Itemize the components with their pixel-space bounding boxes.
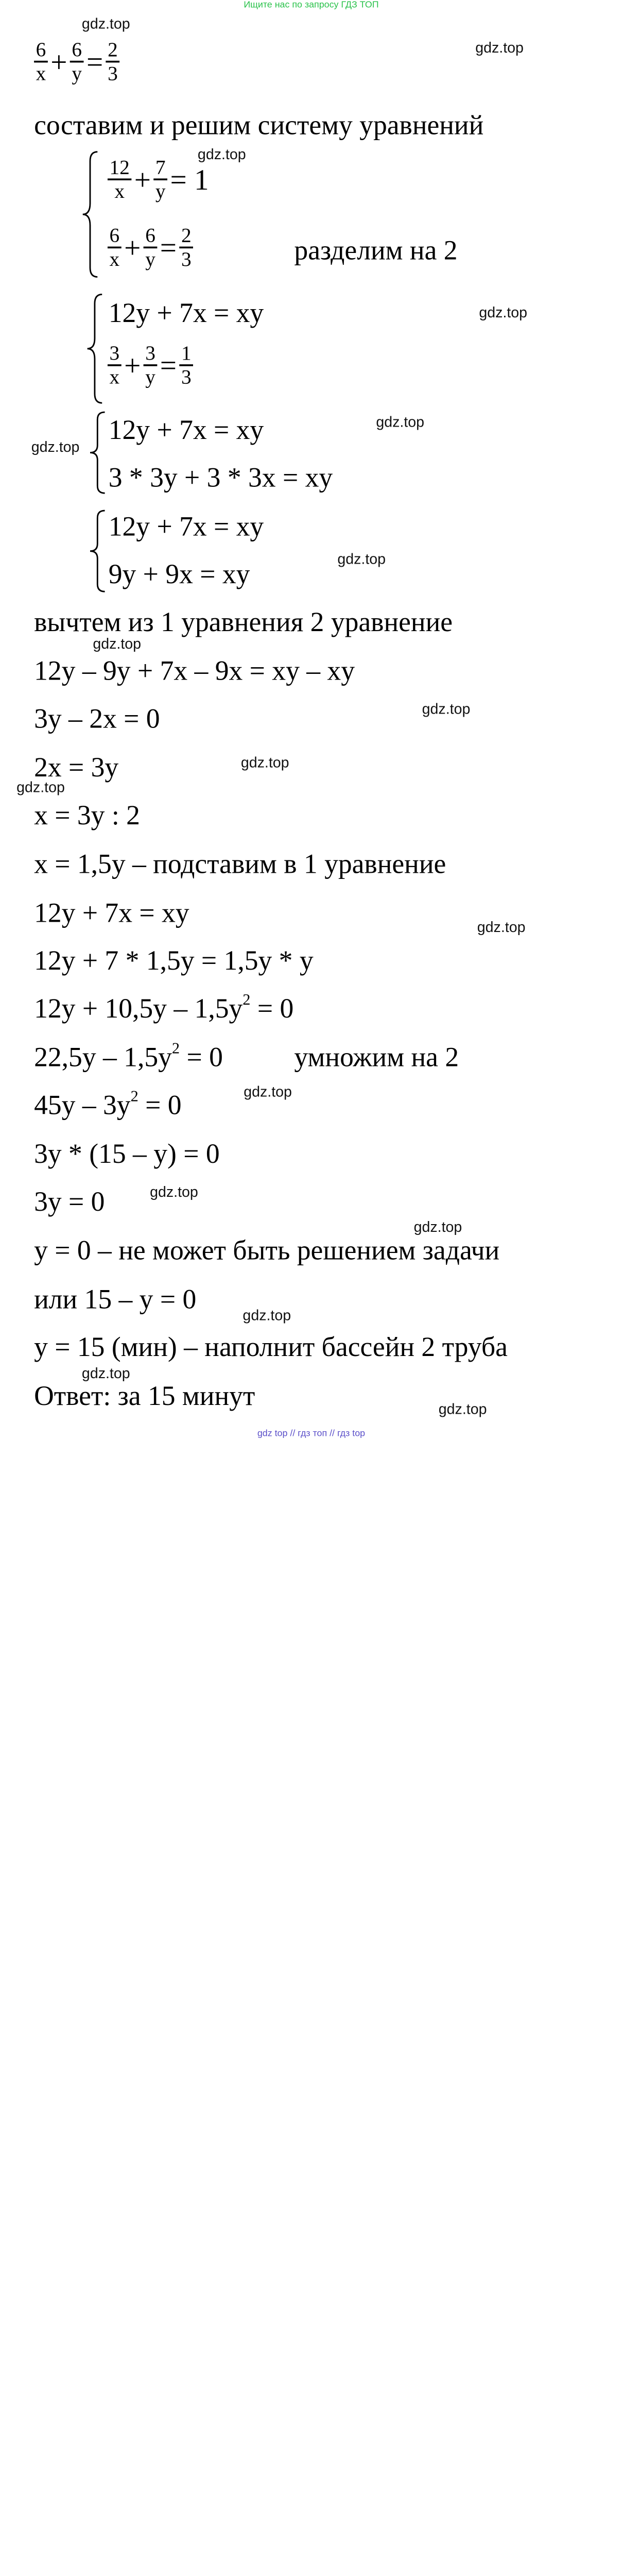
step-7: 12y + 7x = xy [34, 897, 189, 928]
watermark: gdz.top [376, 415, 425, 431]
footer-links[interactable]: gdz top // гдз топ // гдз top [257, 1429, 366, 1439]
system3-row1: 12y + 7x = xy [108, 415, 264, 446]
promo-banner[interactable]: Ищите нас по запросу ГДЗ ТОП [244, 0, 379, 10]
watermark: gdz.top [479, 305, 528, 321]
watermark: gdz.top [197, 147, 246, 163]
system-brace [88, 410, 107, 495]
system4-row1: 12y + 7x = xy [108, 511, 264, 542]
watermark: gdz.top [477, 920, 526, 936]
system1-row2: $\frac{6}{x}$ + $\frac{6}{y}$ = $\frac{2}{3}$ [107, 225, 194, 270]
step-1: вычтем из 1 уравнения 2 уравнение [34, 607, 453, 638]
step-14: y = 0 – не может быть решением задачи [34, 1235, 500, 1266]
step-10-note: умножим на 2 [294, 1042, 459, 1073]
watermark: gdz.top [438, 1402, 487, 1418]
step-16: y = 15 (мин) – наполнит бассейн 2 труба [34, 1332, 508, 1363]
watermark: gdz.top [93, 636, 142, 653]
watermark: gdz.top [81, 1366, 130, 1382]
watermark: gdz.top [475, 40, 524, 56]
step-13: 3y = 0 [34, 1187, 105, 1217]
watermark: gdz.top [413, 1219, 462, 1236]
step-2: 12y – 9y + 7x – 9x = xy – xy [34, 656, 355, 687]
watermark: gdz.top [150, 1184, 198, 1201]
watermark: gdz.top [422, 702, 471, 718]
system-brace [81, 150, 99, 279]
step-9: $12y + 10,5y - 1,5y^2 = 0$ [34, 991, 294, 1024]
watermark: gdz.top [81, 16, 130, 32]
system2-row2: $\frac{3}{x}$ + $\frac{3}{y}$ = $\frac{1}{3}$ [107, 342, 194, 388]
heading-system: составим и решим систему уравнений [34, 110, 484, 141]
watermark: gdz.top [244, 1084, 292, 1100]
step-3: 3y – 2x = 0 [34, 704, 160, 734]
answer: Ответ: за 15 минут [34, 1381, 255, 1412]
step-11: $45y - 3y^2 = 0$ [34, 1087, 182, 1121]
watermark: gdz.top [243, 1308, 291, 1324]
watermark: gdz.top [31, 439, 80, 455]
system-brace [85, 293, 104, 405]
system-brace [88, 509, 107, 593]
system1-note: разделим на 2 [294, 235, 458, 266]
system4-row2: 9y + 9x = xy [108, 559, 250, 590]
step-5: x = 3y : 2 [34, 800, 140, 831]
watermark: gdz.top [240, 755, 289, 771]
step-4: 2x = 3y [34, 752, 119, 783]
fraction: $\frac{6}{x}$ [34, 39, 48, 84]
step-8: 12y + 7 * 1,5y = 1,5y * y [34, 945, 314, 976]
watermark: gdz.top [337, 552, 386, 568]
watermark: gdz.top [16, 780, 65, 796]
step-10: $22,5y - 1,5y^2 = 0$ [34, 1039, 223, 1073]
equation-initial: $\frac{6}{x}$ + $\frac{6}{y}$ = $\frac{2}{3}$ [33, 39, 120, 84]
step-15: или 15 – y = 0 [34, 1284, 197, 1315]
step-6: x = 1,5y – подставим в 1 уравнение [34, 849, 446, 880]
fraction: $\frac{2}{3}$ [106, 39, 120, 84]
step-12: 3y * (15 – y) = 0 [34, 1139, 220, 1170]
system3-row2: 3 * 3y + 3 * 3x = xy [108, 463, 333, 494]
system2-row1: 12y + 7x = xy [108, 298, 264, 329]
fraction: $\frac{6}{y}$ [70, 39, 84, 84]
system1-row1: $\frac{12}{x}$ + $\frac{7}{y}$ = 1 [107, 157, 211, 202]
